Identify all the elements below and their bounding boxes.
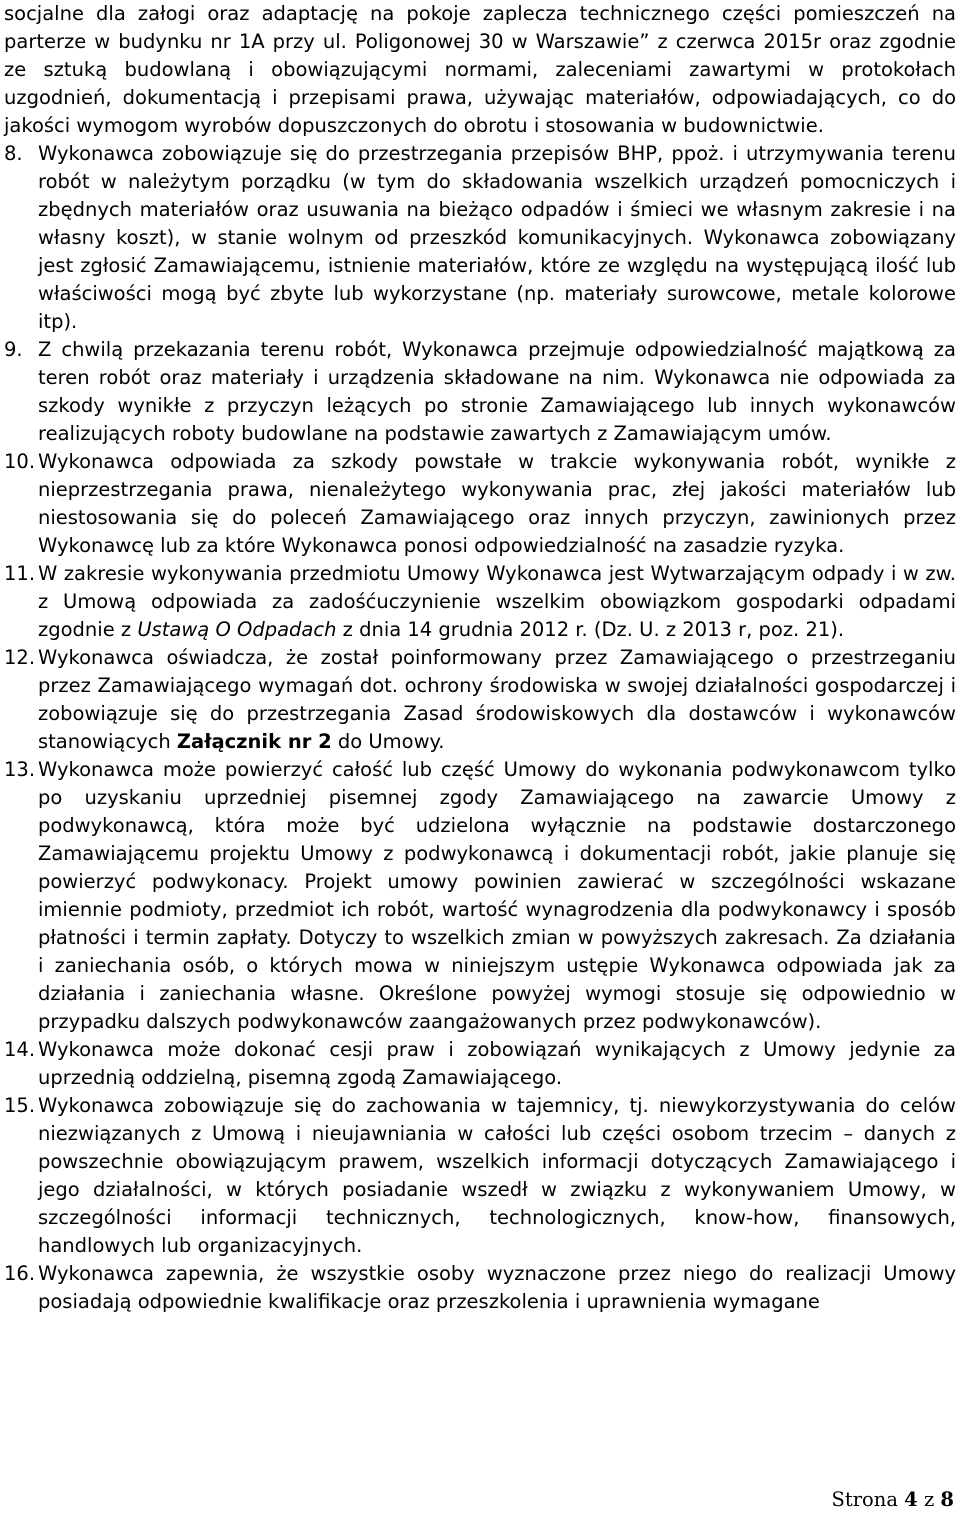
list-item-9 <box>4 336 956 448</box>
item-text: Wykonawca odpowiada za szkody powstałe w trakcie wykonywania robót, wynikłe z nieprzestrzegania prawa, nienależytego wykonywania prac, złej jakości materiałów lub niestosowania się do poleceń Zamawiającego oraz innych przyczyn, zawinionych przez Wykonawcę lub za które Wykonawca ponosi odpowiedzialność na zasadzie ryzyka. <box>38 450 956 557</box>
item-number: 14. <box>4 1038 36 1061</box>
law-title: Ustawą O Odpadach <box>137 618 337 641</box>
item-number: 8. <box>4 142 23 165</box>
list-item-16 <box>4 1260 956 1316</box>
item-text-part: z dnia 14 grudnia 2012 r. (Dz. U. z 2013 r, poz. 21). <box>336 618 845 641</box>
list-item-15 <box>4 1092 956 1260</box>
item-text: Wykonawca może dokonać cesji praw i zobowiązań wynikających z Umowy jedynie za uprzednią oddzielną, pisemną zgodą Zamawiającego. <box>38 1038 956 1089</box>
page-separator: z <box>923 1488 935 1511</box>
item-text <box>38 562 956 641</box>
list-item-12 <box>4 644 956 756</box>
item-text-part: W zakresie wykonywania przedmiotu Umowy Wykonawca jest Wytwarzającym odpady i w zw. z Umową odpowiada za zadośćuczynienie wszelkim obowiązkom gospodarki odpadami zgodnie z <box>38 562 956 641</box>
page-footer <box>832 1488 955 1512</box>
item-number: 13. <box>4 758 36 781</box>
item-text: Wykonawca zapewnia, że wszystkie osoby wyznaczone przez niego do realizacji Umowy posiadają odpowiednie kwalifikacje oraz przeszkolenia i uprawnienia wymagane <box>38 1262 956 1313</box>
item-text: Wykonawca może powierzyć całość lub część Umowy do wykonania podwykonawcom tylko po uzyskaniu uprzedniej pisemnej zgody Zamawiającego na zawarcie Umowy z podwykonawcą, która może być udzielona wyłącznie na podstawie dostarczonego Zamawiającemu projektu Umowy z podwykonawcą i dokumentacji robót, jakie planuje się powierzyć podwykonacy. Projekt umowy powinien zawierać w szczególności wskazane imiennie podmioty, przedmiot ich robót, wartość wynagrodzenia dla podwykonawcy i sposób płatności i termin zapłaty. Dotyczy to wszelkich zmian w powyższych zakresach. Za działania i zaniechania osób, o których mowa w niniejszym ustępie Wykonawca odpowiada jak za działania i zaniechania własne. Określone powyżej wymogi stosuje się odpowiednio w przypadku dalszych podwykonawców zaangażowanych przez podwykonawców). <box>38 758 956 1033</box>
item-number: 11. <box>4 562 36 585</box>
intro-paragraph: socjalne dla załogi oraz adaptację na pokoje zaplecza technicznego części pomieszczeń na parterze w budynku nr 1A przy ul. Poligonowej 30 w Warszawie” z czerwca 2015r oraz zgodnie ze sztuką budowlaną i obowiązującymi normami, zaleceniami zawartymi w protokołach uzgodnień, dokumentacją i przepisami prawa, używając materiałów, odpowiadających, co do jakości wymogom wyrobów dopuszczonych do obrotu i stosowania w budownictwie. <box>4 2 956 137</box>
item-number: 12. <box>4 646 36 669</box>
item-number: 10. <box>4 450 36 473</box>
list-item-8 <box>4 140 956 336</box>
item-text <box>38 646 956 753</box>
page-label: Strona <box>831 1488 898 1511</box>
list-item-11 <box>4 560 956 644</box>
attachment-reference: Załącznik nr 2 <box>176 730 332 753</box>
list-item-13 <box>4 756 956 1036</box>
item-text: Wykonawca zobowiązuje się do przestrzegania przepisów BHP, ppoż. i utrzymywania terenu robót w należytym porządku (w tym do składowania wszelkich urządzeń pomocniczych i zbędnych materiałów oraz usuwania na bieżąco odpadów i śmieci we własnym zakresie i na własny koszt), w stanie wolnym od przeszkód komunikacyjnych. Wykonawca zobowiązany jest zgłosić Zamawiającemu, istnienie materiałów, które ze względu na występującą ilość lub właściwości mogą być zbyte lub wykorzystane (np. materiały surowcowe, metale kolorowe itp). <box>38 142 956 333</box>
list-item-10 <box>4 448 956 560</box>
list-item-14 <box>4 1036 956 1092</box>
document-body <box>4 0 956 1316</box>
item-number: 15. <box>4 1094 36 1117</box>
item-number: 9. <box>4 338 23 361</box>
item-number: 16. <box>4 1262 36 1285</box>
current-page-number: 4 <box>904 1488 918 1511</box>
item-text: Z chwilą przekazania terenu robót, Wykonawca przejmuje odpowiedzialność majątkową za teren robót oraz materiały i urządzenia składowane na nim. Wykonawca nie odpowiada za szkody wynikłe z przyczyn leżących po stronie Zamawiającego lub innych wykonawców realizujących roboty budowlane na podstawie zawartych z Zamawiającym umów. <box>38 338 956 445</box>
total-pages: 8 <box>940 1488 954 1511</box>
item-text: Wykonawca zobowiązuje się do zachowania w tajemnicy, tj. niewykorzystywania do celów niezwiązanych z Umową i nieujawniania w całości lub części osobom trzecim – danych z powszechnie obowiązującym prawem, wszelkich informacji dotyczących Zamawiającego i jego działalności, w których posiadanie wszedł w związku z wykonywaniem Umowy, w szczególności informacji technicznych, technologicznych, know-how, finansowych, handlowych lub organizacyjnych. <box>38 1094 956 1257</box>
item-text-part: Wykonawca oświadcza, że został poinformowany przez Zamawiającego o przestrzeganiu przez Zamawiającego wymagań dot. ochrony środowiska w swojej działalności gospodarczej i zobowiązuje się do przestrzegania Zasad środowiskowych dla dostawców i wykonawców stanowiących <box>38 646 956 753</box>
item-text-part: do Umowy. <box>331 730 445 753</box>
